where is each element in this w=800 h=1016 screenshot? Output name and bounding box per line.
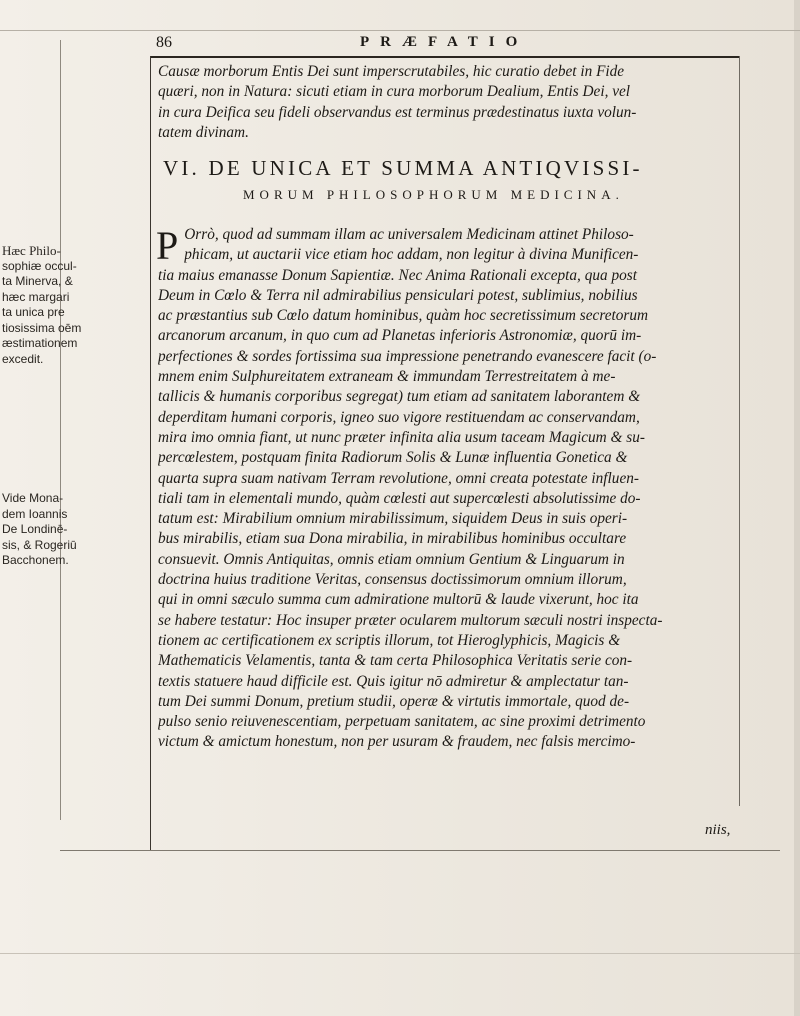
text-line: mira imo omnia fiant, ut nunc præter infinita alia usum taceam Magicum & su- [158, 428, 645, 446]
intro-line: in cura Deifica seu fideli observandus est terminus prædestinatus iuxta volun- [158, 103, 637, 121]
text-line: pulso senio reiuvenescentiam, perpetuam sanitatem, ac sine proximi detrimento [158, 713, 646, 731]
header-rule [150, 56, 740, 58]
text-line: phicam, ut auctarii vice etiam hoc addam, non legitur à divina Munificen- [184, 246, 639, 264]
top-border-rule [0, 30, 800, 31]
margin-note-line: Bacchonem. [2, 553, 69, 567]
text-line: textis statuere haud difficile est. Quis igitur nō admiretur & amplectatur tan- [158, 672, 629, 690]
text-line: tum Dei summi Donum, pretium studii, operæ & virtutis immortale, quod de- [158, 692, 630, 710]
text-line: tionem ac certificationem ex scriptis illorum, tot Hieroglyphicis, Magicis & [158, 631, 621, 649]
margin-note-line: De Londinē- [2, 522, 68, 536]
text-line: tallicis & humanis corporibus segregat) tum etiam ad sanitatem laborantem & [158, 388, 641, 406]
catchword: niis, [705, 822, 731, 838]
column-divider [150, 56, 151, 851]
text-line: quarta supra suam nativam Terram revolutione, omni creata potestate influen- [158, 469, 639, 487]
text-line: tia maius emanasse Donum Sapientiæ. Nec Anima Rationali excepta, qua post [158, 266, 637, 284]
text-line: Deum in Cœlo & Terra nil admirabilius pensiculari potest, sublimius, nobilius [158, 286, 638, 304]
mn1-line: tiosissima oēm [2, 320, 82, 335]
running-head: PRÆFATIO [360, 34, 529, 50]
page-edge-strip [794, 0, 800, 1016]
mn1-line: ta unica pre [2, 305, 65, 319]
margin-note-line: dem Ioannis [2, 506, 68, 521]
mn1-line: sophiæ occul- [2, 258, 77, 273]
bottom-rule [60, 850, 780, 851]
mn1-line: Hæc Philo- [2, 243, 61, 258]
page-header [150, 34, 740, 56]
right-margin-line [739, 56, 740, 806]
text-line: mnem enim Sulphureitatem extraneam & immundam Terrestreitatem à me- [158, 368, 616, 386]
text-line: consuevit. Omnis Antiquitas, omnis etiam omnium Gentium & Linguarum in [158, 550, 625, 568]
text-line: tatum est: Mirabilium omnium mirabilissimum, siquidem Deus in suis operi- [158, 510, 628, 528]
margin-note-reference [2, 491, 148, 569]
text-line: se habere testatur: Hoc insuper præter ocularem multorum sæculi nostri inspecta- [158, 611, 663, 629]
mn1-line: hæc margari [2, 289, 70, 304]
text-line: tiali tam in elementali mundo, quàm cœlesti aut supercœlesti absolutissime do- [158, 489, 641, 507]
text-line: qui in omni sæculo summa cum admiratione multorū & laude vixerunt, hoc ita [158, 591, 639, 609]
text-line: ac præstantius sub Cœlo datum hominibus, quàm hoc secretissimum secretorum [158, 307, 649, 325]
section-heading [163, 156, 733, 203]
text-line: percœlestem, postquam finita Radiorum Solis & Lunæ influentia Gonetica & [158, 449, 628, 467]
drop-cap: P [156, 223, 179, 268]
margin-note-line: Vide Mona- [2, 491, 64, 505]
text-line: Mathematicis Velamentis, tanta & tam certa Philosophica Veritatis serie con- [158, 652, 633, 670]
text-line: arcanorum arcanum, in quo cum ad Planetas inferioris Astronomiæ, quorū im- [158, 327, 642, 345]
section-heading-line-1: VI. DE UNICA ET SUMMA ANTIQVISSI- [163, 156, 643, 180]
intro-line: Causæ morborum Entis Dei sunt imperscrutabiles, hic curatio debet in Fide [158, 63, 625, 80]
bottom-rule-outer [0, 953, 800, 954]
section-heading-line-2: MORUM PHILOSOPHORUM MEDICINA. [243, 187, 624, 202]
intro-paragraph [158, 62, 738, 143]
main-paragraph [158, 225, 738, 753]
text-line: bus mirabilis, etiam sua Dona mirabilia, in mirabilibus hominibus occultare [158, 530, 627, 548]
text-line: victum & amictum honestum, non per usuram & fraudem, nec falsis mercimo- [158, 733, 636, 751]
text-line: perfectiones & sordes fortissima sua impressione penetrando evanescere facit (o- [158, 347, 657, 365]
margin-note-line: sis, & Rogeriū [2, 537, 77, 552]
outer-margin-line [60, 40, 61, 820]
text-line: Orrò, quod ad summam illam ac universalem Medicinam attinet Philoso- [184, 226, 634, 243]
page-number: 86 [156, 34, 172, 51]
intro-line: tatem divinam. [158, 123, 249, 141]
intro-line: quæri, non in Natura: sicuti etiam in cura morborum Dealium, Entis Dei, vel [158, 83, 631, 101]
margin-note-philosophy [2, 243, 148, 367]
mn1-line: ta Minerva, & [2, 274, 73, 288]
text-line: deperditam humani corporis, igneo suo vigore restituendam ac conservandam, [158, 408, 640, 426]
mn1-line: excedit. [2, 351, 44, 366]
mn1-line: æstimationem [2, 336, 78, 350]
text-line: doctrina huius traditione Veritas, consensus doctissimorum omnium illorum, [158, 571, 627, 589]
